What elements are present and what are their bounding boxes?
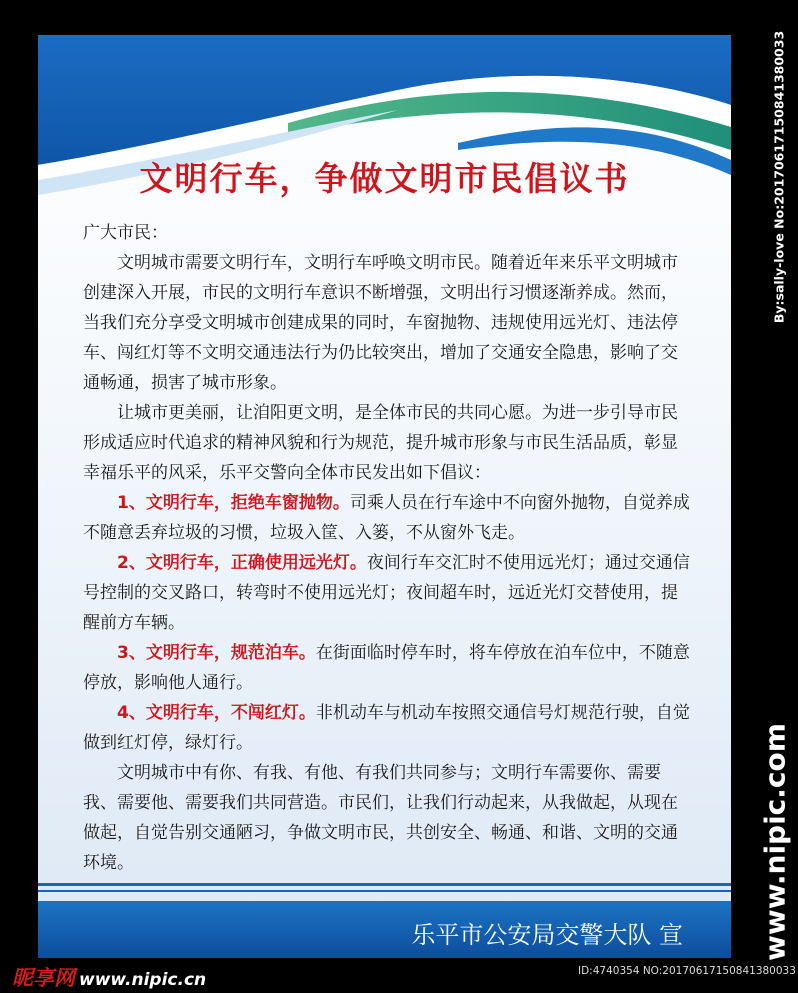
poster [38, 35, 731, 958]
proposal-item-2-body: 夜间行车交汇时不使用远光灯；通过交通信号控制的交叉路口，转弯时不使用远光灯；夜间超车时，远近光灯交替使用，提醒前方车辆。 [83, 553, 690, 633]
watermark-logo [12, 962, 206, 992]
page-title: 文明行车，争做文明市民倡议书 [139, 159, 630, 198]
paragraph-intro: 文明城市需要文明行车，文明行车呼唤文明市民。随着近年来乐平文明城市创建深入开展，市民的文明行车意识不断增强，文明出行习惯逐渐养成。然而，当我们充分享受文明城市创建成果的同时，车窗抛物、违规使用远光灯、违法停车、闯红灯等不文明交通违法行为仍比较突出，增加了交通安全隐患，影响了交通畅通，损害了城市形象。 [83, 253, 678, 393]
header-wave-decoration [38, 35, 731, 245]
watermark-logo-text: 昵享网 [12, 966, 75, 990]
watermark-domain: www.nipic.com [758, 722, 792, 961]
proposal-item-4-body: 非机动车与机动车按照交通信号灯规范行驶，自觉做到红灯停，绿灯行。 [83, 703, 690, 753]
watermark-author-id: By:sally-love No:20170617150841380033 [771, 30, 787, 324]
proposal-item-4 [83, 698, 693, 758]
watermark-image-id: ID:4740354 NO:20170617150841380033 [578, 965, 796, 977]
proposal-body [83, 218, 693, 878]
proposal-item-3-body: 在街面临时停车时，将车停放在泊车位中，不随意停放，影响他人通行。 [83, 643, 690, 693]
watermark-logo-url: www.nipic.cn [79, 970, 207, 990]
paragraph-appeal: 让城市更美丽，让洎阳更文明，是全体市民的共同心愿。为进一步引导市民形成适应时代追求的精神风貌和行为规范，提升城市形象与市民生活品质，彰显幸福乐平的风采，乐平交警向全体市民发出如下倡议： [83, 403, 678, 483]
salutation: 广大市民： [83, 223, 168, 243]
footer-divider-lines [38, 883, 731, 897]
proposal-item-3-title: 3、文明行车，规范泊车。 [117, 643, 316, 663]
proposal-item-1-body: 司乘人员在行车途中不向窗外抛物，自觉养成不随意丢弃垃圾的习惯，垃圾入筐、入篓，不从窗外飞走。 [83, 493, 690, 543]
footer-band [38, 901, 731, 958]
proposal-item-1 [83, 488, 693, 548]
proposal-item-1-title: 1、文明行车，拒绝车窗抛物。 [117, 493, 350, 513]
issuer-signature: 乐平市公安局交警大队 宣 [411, 921, 683, 949]
proposal-item-4-title: 4、文明行车，不闯红灯。 [117, 703, 316, 723]
proposal-item-2-title: 2、文明行车，正确使用远光灯。 [117, 553, 367, 573]
proposal-item-2 [83, 548, 693, 638]
paragraph-closing: 文明城市中有你、有我、有他、有我们共同参与；文明行车需要你、需要我、需要他、需要我们共同营造。市民们，让我们行动起来，从我做起，从现在做起，自觉告别交通陋习，争做文明市民，共创安全、畅通、和谐、文明的交通环境。 [83, 763, 678, 873]
proposal-item-3 [83, 638, 693, 698]
